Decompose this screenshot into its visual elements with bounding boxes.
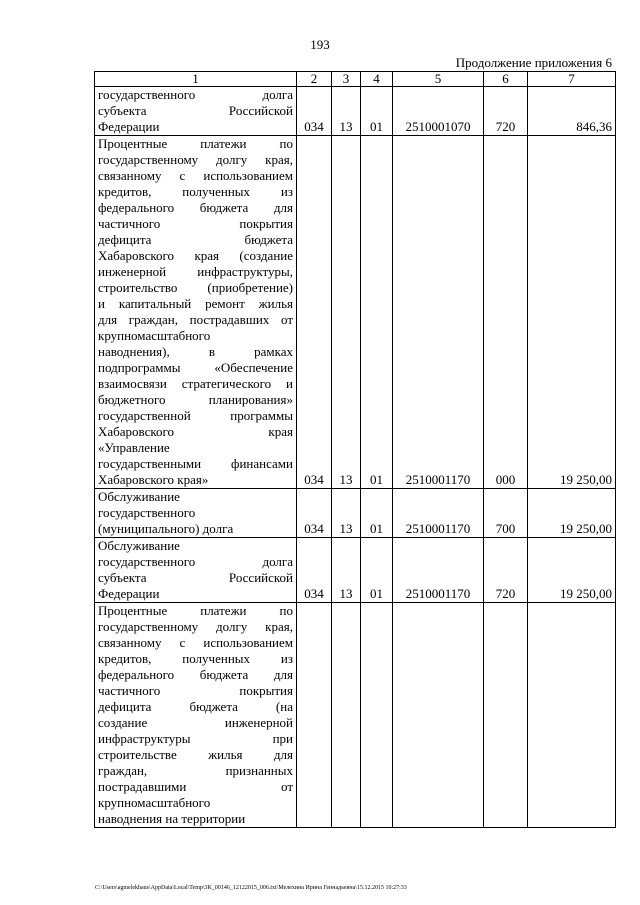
expense-type-cell: 720 xyxy=(484,87,528,136)
expense-name-cell xyxy=(95,87,297,136)
subsection-code-cell xyxy=(361,603,393,828)
expense-name-line: кредитов, полученных из xyxy=(98,184,293,199)
ministry-code-cell: 034 xyxy=(297,87,332,136)
expense-name-line: субъекта Российской xyxy=(98,570,293,585)
expense-name-line: Хабаровского края xyxy=(98,424,293,439)
target-article-cell: 2510001170 xyxy=(393,538,484,603)
expense-name-line: и капитальный ремонт жилья xyxy=(98,296,293,311)
budget-table xyxy=(94,71,616,828)
section-code-cell: 13 xyxy=(332,538,361,603)
table-body xyxy=(95,87,616,828)
expense-name-line: кредитов, полученных из xyxy=(98,651,293,666)
subsection-code-cell: 01 xyxy=(361,538,393,603)
expense-name-line: Обслуживание xyxy=(98,538,180,553)
expense-name-line: связанному с использованием xyxy=(98,635,293,650)
expense-type-cell: 720 xyxy=(484,538,528,603)
expense-name-line: Обслуживание xyxy=(98,489,180,504)
expense-name-line: крупномасштабного xyxy=(98,328,211,343)
table-row xyxy=(95,538,616,603)
target-article-cell: 2510001070 xyxy=(393,87,484,136)
expense-name-line: Хабаровского края» xyxy=(98,472,209,487)
expense-name-line: государственного долга xyxy=(98,87,293,102)
column-header-4: 4 xyxy=(361,72,393,87)
subsection-code-cell: 01 xyxy=(361,136,393,489)
column-header-5: 5 xyxy=(393,72,484,87)
amount-cell: 19 250,00 xyxy=(528,136,616,489)
expense-name-line: государственными финансами xyxy=(98,456,293,471)
target-article-cell: 2510001170 xyxy=(393,136,484,489)
section-code-cell xyxy=(332,603,361,828)
expense-name-line: инфраструктуры при xyxy=(98,731,293,746)
expense-name-line: Процентные платежи по xyxy=(98,136,293,151)
expense-name-cell xyxy=(95,136,297,489)
page-number: 193 xyxy=(310,37,330,52)
expense-name-line: дефицита бюджета (на xyxy=(98,699,293,714)
expense-name-line: частичного покрытия xyxy=(98,216,293,231)
ministry-code-cell: 034 xyxy=(297,538,332,603)
ministry-code-cell: 034 xyxy=(297,136,332,489)
expense-name-line: наводнения), в рамках xyxy=(98,344,293,359)
column-header-1: 1 xyxy=(95,72,297,87)
subsection-code-cell: 01 xyxy=(361,87,393,136)
subsection-code-cell: 01 xyxy=(361,489,393,538)
table-row xyxy=(95,603,616,828)
expense-type-cell: 000 xyxy=(484,136,528,489)
expense-name-line: частичного покрытия xyxy=(98,683,293,698)
column-header-2: 2 xyxy=(297,72,332,87)
table-row xyxy=(95,489,616,538)
section-code-cell: 13 xyxy=(332,87,361,136)
document-path-footer: C:\Users\agmelekhaus\AppData\Local\Temp\3K_00146_12122015_006.txt\Мелехина Ирина Геннадьевна\15.12.2015 10:27:33 xyxy=(95,885,407,891)
expense-name-line: государственному долгу края, xyxy=(98,619,293,634)
expense-name-cell xyxy=(95,489,297,538)
appendix-continuation-label: Продолжение приложения 6 xyxy=(455,55,612,70)
column-header-6: 6 xyxy=(484,72,528,87)
expense-name-line: федерального бюджета для xyxy=(98,667,293,682)
expense-name-line: бюджетного планирования» xyxy=(98,392,293,407)
expense-name-line: государственного долга xyxy=(98,554,293,569)
expense-name-line: крупномасштабного xyxy=(98,795,211,810)
expense-name-line: Хабаровского края (создание xyxy=(98,248,293,263)
expense-name-line: создание инженерной xyxy=(98,715,293,730)
expense-type-cell: 700 xyxy=(484,489,528,538)
table-row xyxy=(95,136,616,489)
ministry-code-cell xyxy=(297,603,332,828)
expense-name-line: подпрограммы «Обеспечение xyxy=(98,360,293,375)
column-header-7: 7 xyxy=(528,72,616,87)
expense-name-line: строительство (приобретение) xyxy=(98,280,293,295)
amount-cell: 846,36 xyxy=(528,87,616,136)
expense-name-line: для граждан, пострадавших от xyxy=(98,312,293,327)
section-code-cell: 13 xyxy=(332,136,361,489)
expense-name-line: граждан, признанных xyxy=(98,763,293,778)
expense-name-line: наводнения на территории xyxy=(98,811,246,826)
expense-name-line: субъекта Российской xyxy=(98,103,293,118)
expense-name-cell xyxy=(95,538,297,603)
expense-name-line: «Управление xyxy=(98,440,170,455)
target-article-cell: 2510001170 xyxy=(393,489,484,538)
expense-name-line: Процентные платежи по xyxy=(98,603,293,618)
table-row xyxy=(95,87,616,136)
expense-name-line: государственной программы xyxy=(98,408,293,423)
expense-name-line: взаимосвязи стратегического и xyxy=(98,376,293,391)
target-article-cell xyxy=(393,603,484,828)
expense-name-line: пострадавшими от xyxy=(98,779,293,794)
expense-name-line: федерального бюджета для xyxy=(98,200,293,215)
expense-name-cell xyxy=(95,603,297,828)
expense-name-line: Федерации xyxy=(98,586,160,601)
section-code-cell: 13 xyxy=(332,489,361,538)
expense-name-line: дефицита бюджета xyxy=(98,232,293,247)
expense-name-line: инженерной инфраструктуры, xyxy=(98,264,293,279)
expense-name-line: (муниципального) долга xyxy=(98,521,234,536)
expense-name-line: связанному с использованием xyxy=(98,168,293,183)
expense-name-line: Федерации xyxy=(98,119,160,134)
amount-cell xyxy=(528,603,616,828)
amount-cell: 19 250,00 xyxy=(528,489,616,538)
expense-name-line: государственного xyxy=(98,505,196,520)
expense-type-cell xyxy=(484,603,528,828)
column-number-row xyxy=(95,72,616,87)
expense-name-line: строительстве жилья для xyxy=(98,747,293,762)
amount-cell: 19 250,00 xyxy=(528,538,616,603)
ministry-code-cell: 034 xyxy=(297,489,332,538)
column-header-3: 3 xyxy=(332,72,361,87)
expense-name-line: государственному долгу края, xyxy=(98,152,293,167)
